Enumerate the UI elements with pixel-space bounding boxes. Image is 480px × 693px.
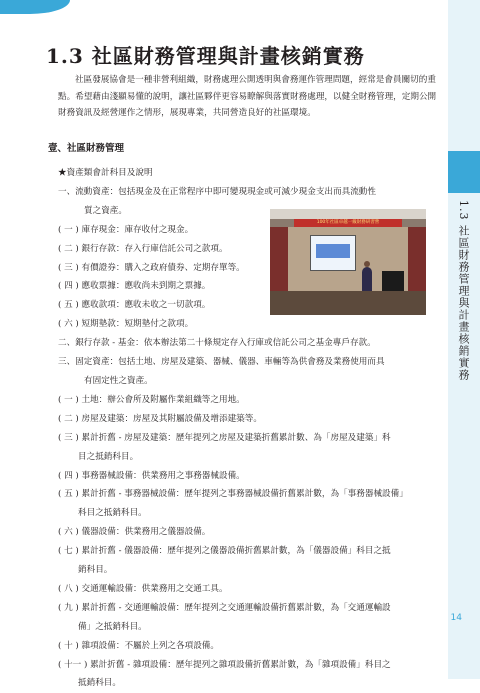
list-item: ( 二 ) 銀行存款：存入行庫信託公司之款項。	[58, 243, 228, 254]
photo-ceiling	[270, 209, 426, 219]
list-item: 抵銷科目。	[78, 678, 121, 689]
list-item: ( 三 ) 有價證券：購入之政府債券、定期存單等。	[58, 262, 245, 273]
page-number: 14	[450, 613, 462, 623]
list-item: ( 一 ) 土地：辦公會所及附屬作業組織等之用地。	[58, 394, 245, 405]
corner-decoration	[0, 0, 70, 14]
list-item: ( 九 ) 累計折舊 - 交通運輸設備：歷年提列之交通運輸設備折舊累計數，為「交通運輸設	[58, 602, 391, 613]
list-item: ( 十一 ) 累計折舊 - 雜項設備：歷年提列之雜項設備折舊累計數，為「雜項設備」科目之	[58, 659, 391, 670]
seminar-photo	[270, 209, 426, 315]
list-item: 銷科目。	[78, 565, 113, 576]
list-item: ( 四 ) 事務器械設備：供業務用之事務器械設備。	[58, 470, 245, 481]
side-tab-marker	[448, 151, 480, 193]
list-item: ( 六 ) 短期墊款：短期墊付之款項。	[58, 319, 194, 330]
list-item: 有固定性之資產。	[84, 375, 153, 386]
photo-piano	[382, 271, 404, 291]
list-item: ( 五 ) 應收款項：應收未收之一切款項。	[58, 300, 211, 311]
list-item: 質之資產。	[84, 205, 127, 216]
list-item: ( 一 ) 庫存現金：庫存收付之現金。	[58, 224, 194, 235]
list-item: 一、流動資產：包括現金及在正常程序中即可變現現金或可減少現金支出而具流動性	[58, 186, 376, 197]
intro-paragraph: 社區發展協會是一種非營利組織，財務處理公開透明與會務運作管理問題，經常是會員關切的重點。希望藉由淺顯易懂的說明，讓社區夥伴更容易瞭解與落實財務處理，以健全財務管理，定期公開財務資訊及經營運作之情形，展現專業，共同營造良好的社區環境。	[58, 75, 437, 118]
list-item: 目之抵銷科目。	[78, 451, 139, 462]
list-item: ( 六 ) 儀器設備：供業務用之儀器設備。	[58, 527, 211, 538]
photo-speaker	[362, 267, 372, 291]
list-item: ( 十 ) 雜項設備：不屬於上列之各項設備。	[58, 640, 219, 651]
photo-stage	[270, 291, 426, 315]
photo-projector-screen	[310, 235, 356, 271]
photo-banner: 100年社區卓越一級財務研習營	[294, 219, 402, 227]
list-item: 三、固定資產：包括土地、房屋及建築、器械、儀器、車輛等為供會務及業務使用而具	[58, 357, 385, 368]
list-item: 科目之抵銷科目。	[78, 508, 147, 519]
section-heading: 壹、社區財務管理	[48, 143, 125, 154]
list-item: ( 五 ) 累計折舊 - 事務器械設備：歷年提列之事務器械設備折舊累計數，為「事務器械設備」	[58, 489, 408, 500]
list-item: 二、銀行存款 - 基金：依本辦法第二十條規定存入行庫或信託公司之基金專戶存款。	[58, 338, 376, 349]
list-item: ( 八 ) 交通運輸設備：供業務用之交通工具。	[58, 583, 228, 594]
side-chapter-title: 1.3 社區財務管理與計畫核銷實務	[457, 200, 470, 381]
list-item: 備」之抵銷科目。	[78, 621, 147, 632]
list-item: ( 四 ) 應收票據：應收尚未到期之票據。	[58, 281, 211, 292]
list-item: ( 三 ) 累計折舊 - 房屋及建築：歷年提列之房屋及建築折舊累計數、為「房屋及建築」科	[58, 432, 391, 443]
photo-curtain-right	[408, 227, 426, 291]
page-title: 1.3 社區財務管理與計畫核銷實務	[46, 44, 365, 68]
list-item: ( 七 ) 累計折舊 - 儀器設備：歷年提列之儀器設備折舊累計數，為「儀器設備」科目之抵	[58, 546, 391, 557]
photo-curtain-left	[270, 227, 288, 291]
list-item: ★資產類會計科目及說明	[58, 168, 153, 178]
list-item: ( 二 ) 房屋及建築：房屋及其附屬設備及增添建築等。	[58, 413, 262, 424]
